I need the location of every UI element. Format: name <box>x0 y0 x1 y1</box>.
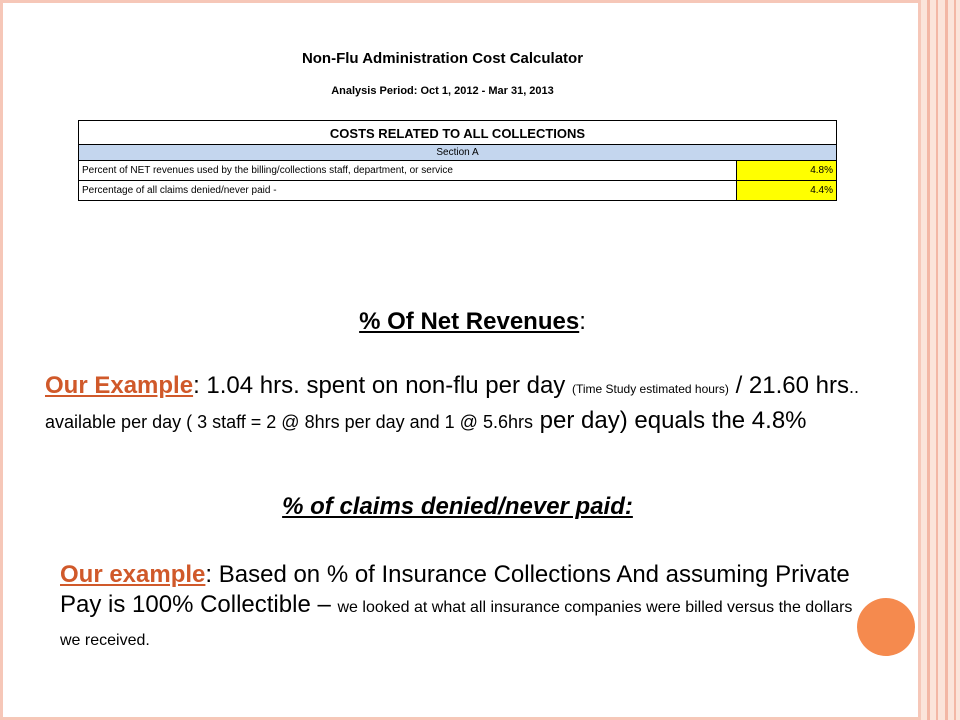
claims-text-1: : Based on % of Insurance Collections And assuming Private Pay is 100% Collectible – <box>60 561 850 618</box>
claims-example <box>60 560 860 656</box>
calculator-title: Non-Flu Administration Cost Calculator <box>301 50 584 67</box>
row-label: Percent of NET revenues used by the billing/collections staff, department, or service <box>79 161 737 181</box>
row-value: 4.4% <box>737 181 837 201</box>
example-text-2: (Time Study estimated hours) <box>571 382 729 396</box>
example-text-5: per day <box>533 407 620 434</box>
example-text-1: : 1.04 hrs. spent on non-flu per day <box>193 372 572 399</box>
claims-text-2: we looked at what all insurance companies were billed versus the dollars we received. <box>60 599 853 649</box>
example-text-3: / 21.60 hrs <box>728 372 849 399</box>
our-example-link-2[interactable]: Our example <box>60 561 206 588</box>
table-row <box>79 161 837 181</box>
example-text-4: .. available per day ( 3 staff = 2 @ 8hrs per day and 1 @ 5.6hrs <box>45 377 860 432</box>
section-row <box>79 145 837 161</box>
row-value: 4.8% <box>737 161 837 181</box>
costs-table <box>78 120 837 201</box>
section-label: Section A <box>79 145 837 161</box>
table-header: COSTS RELATED TO ALL COLLECTIONS <box>79 121 837 145</box>
decorative-side-band <box>921 0 960 720</box>
net-revenues-heading-text: % Of Net Revenues <box>359 308 580 335</box>
row-label: Percentage of all claims denied/never paid - <box>79 181 737 201</box>
our-example-link[interactable]: Our Example <box>45 372 194 399</box>
table-row <box>79 181 837 201</box>
net-revenues-heading-colon: : <box>579 308 586 335</box>
decorative-circle <box>857 598 915 656</box>
net-revenues-heading <box>0 308 945 336</box>
analysis-period: Analysis Period: Oct 1, 2012 - Mar 31, 2013 <box>331 85 554 97</box>
net-revenues-example <box>45 370 895 438</box>
table-header-row <box>79 121 837 145</box>
example-text-6: ) equals the 4.8% <box>619 407 807 434</box>
claims-heading: % of claims denied/never paid: <box>282 493 633 520</box>
